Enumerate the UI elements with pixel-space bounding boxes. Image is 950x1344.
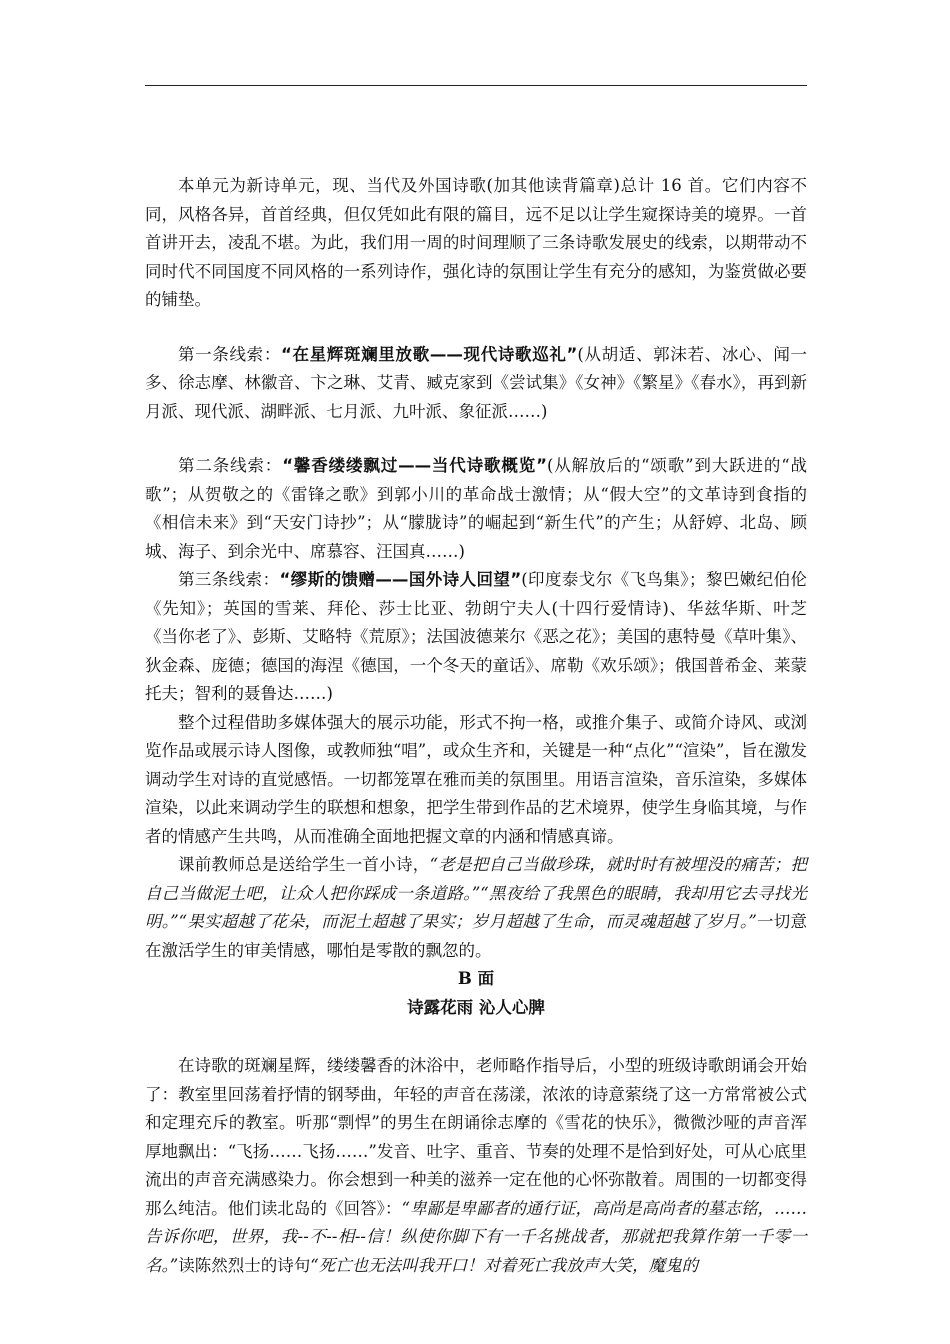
process-paragraph: 整个过程借助多媒体强大的展示功能，形式不拘一格，或推介集子、或简介诗风、或浏览作品或展示诗人图像，或教师独“唱”，或众生齐和，关键是一种“点化”“渲染”，旨在激发调动学生对诗的直觉感悟。一切都笼罩在雅而美的氛围里。用语言渲染，音乐渲染，多媒体渲染，以此来调动学生的联想和想象，把学生带到作品的艺术境界，使学生身临其境，与作者的情感产生共鸣，从而准确全面地把握文章的内涵和情感真谛。 [145,712,807,846]
reading-text-1: 在诗歌的斑斓星辉，缕缕馨香的沐浴中，老师略作指导后，小型的班级诗歌朗诵会开始了：教室里回荡着抒情的钢琴曲，年轻的声音在荡漾，浓浓的诗意萦绕了这一方常常被公式和定理充斥的教室。听那“剽悍”的男生在朗诵徐志摩的《雪花的快乐》，微微沙哑的声音浑厚地飘出：“飞扬……飞扬……”发音、吐字、重音、节奏的处理不是恰到好处，可从心底里流出的声音充满感染力。你会想到一种美的滋养一定在他的心怀弥散着。周围的一切都变得那么纯洁。他们读北岛的《回答》： [145,1056,807,1218]
poem-gift-tail: 一切意在激活学生的审美情感，哪怕是零散的飘忽的。 [145,912,808,960]
clue-1-text: (从胡适、郭沫若、冰心、闻一多、徐志摩、林徽音、卞之琳、艾青、臧克家到《尝试集》《女神》《繁星》《春水》，再到新月派、现代派、湖畔派、七月派、九叶派、象征派……) [145,344,808,421]
clue-2-text: (从解放后的“颂歌”到大跃进的“战歌”；从贺敬之的《雷锋之歌》到郭小川的革命战士激情；从“假大空”的文革诗到食指的《相信未来》到“天安门诗抄”；从“朦胧诗”的崛起到“新生代”的产生；从舒婷、北岛、顾城、海子、到余光中、席慕容、汪国真……) [145,456,807,561]
spacer [145,426,807,452]
intro-paragraph: 本单元为新诗单元，现、当代及外国诗歌(加其他读背篇章)总计 16 首。它们内容不同，风格各异，首首经典，但仅凭如此有限的篇目，远不足以让学生窥探诗美的境界。一首首讲开去，凌乱不堪。为此，我们用一周的时间理顺了三条诗歌发展史的线索，以期带动不同时代不同国度不同风格的一系列诗作，强化诗的氛围让学生有充分的感知，为鉴赏做必要的铺垫。 [145,176,807,309]
header-rule [145,85,807,86]
section-b-heading: B 面 [457,969,495,988]
reading-quote-1: “卑鄙是卑鄙者的通行证，高尚是高尚者的墓志铭，……告诉你吧，世界，我--不--相--信！纵使你脚下有一千名挑战者，那就把我算作第一千零一名。” [145,1198,808,1275]
spacer [145,1022,807,1052]
document-body [145,172,807,1280]
poem-gift-paragraph [145,851,807,965]
clue-3-paragraph [145,566,807,709]
poem-gift-lead: 课前教师总是送给学生一首小诗， [178,855,430,874]
clue-2-lead: 第二条线索： [178,456,283,475]
section-b-subtitle: 诗露花雨 沁人心脾 [407,997,545,1017]
clue-2-title: “馨香缕缕飘过——当代诗歌概览” [282,456,547,475]
clue-1-title: “在星辉斑斓里放歌——现代诗歌巡礼” [281,344,578,364]
clue-2-paragraph [145,452,807,566]
clue-3-title: “缪斯的馈赠——国外诗人回望” [279,570,522,589]
clue-1-paragraph [145,341,807,427]
clue-3-text: (印度泰戈尔《飞鸟集》；黎巴嫩纪伯伦《先知》；英国的雪莱、拜伦、莎士比亚、勃朗宁夫人(十四行爱情诗)、华兹华斯、叶芝《当你老了》、彭斯、艾略特《荒原》；法国波德莱尔《恶之花》；美国的惠特曼《草叶集》、狄金森、庞德；德国的海涅《德国，一个冬天的童话》、席勒《欢乐颂》；俄国普希金、莱蒙托夫；智利的聂鲁达……) [145,570,808,703]
clue-1-lead: 第一条线索： [178,344,282,364]
reading-paragraph [145,1052,807,1280]
reading-quote-2: “死亡也无法叫我开口！对着死亡我放声大笑，魔鬼的 [310,1255,699,1275]
poem-gift-quotes: “老是把自己当做珍珠，就时时有被埋没的痛苦；把自己当做泥土吧，让众人把你踩成一条道路。”“黑夜给了我黑色的眼睛，我却用它去寻找光明。”“果实超越了花朵，而泥土超越了果实；岁月超越了生命，而灵魂超越了岁月。” [145,855,808,931]
spacer [145,315,807,341]
reading-text-2: 读陈然烈士的诗句 [178,1255,311,1275]
clue-3-lead: 第三条线索： [178,570,280,589]
